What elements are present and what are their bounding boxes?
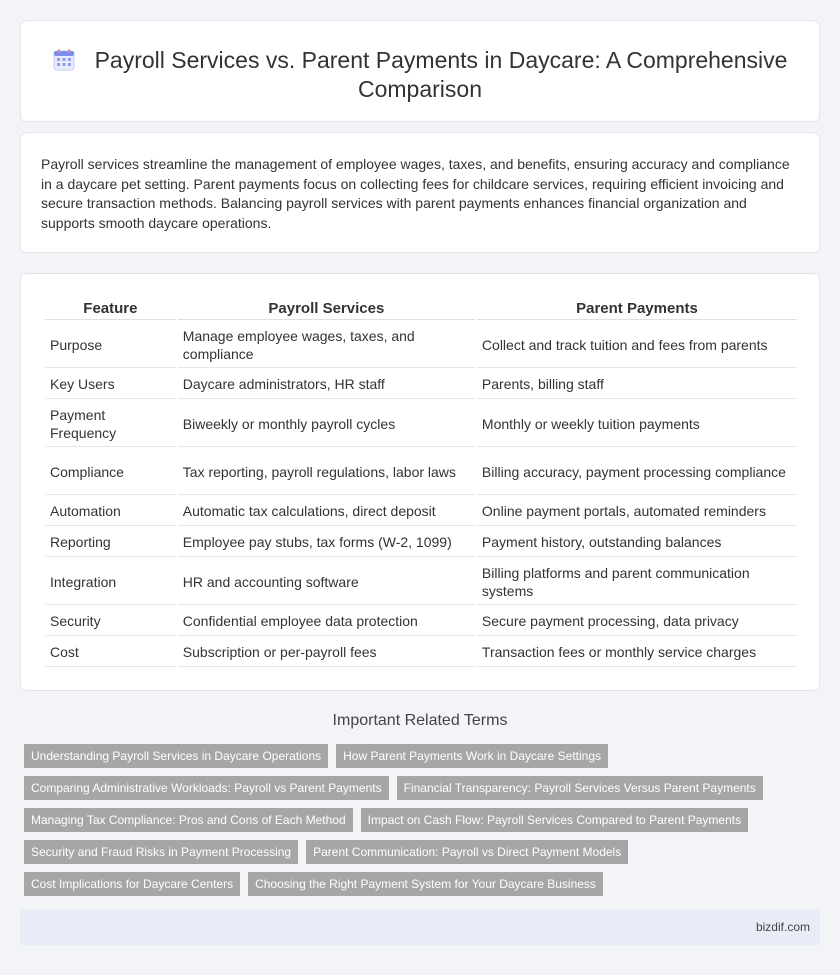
row-feature: Key Users: [45, 370, 176, 399]
footer-site-name: bizdif.com: [755, 920, 810, 934]
related-term-link[interactable]: Parent Communication: Payroll vs Direct Payment Models: [306, 840, 628, 864]
row-parent: Payment history, outstanding balances: [477, 528, 797, 557]
related-term-link[interactable]: Comparing Administrative Workloads: Payroll vs Parent Payments: [24, 776, 389, 800]
related-term-link[interactable]: Managing Tax Compliance: Pros and Cons of Each Method: [24, 808, 353, 832]
header-card: [20, 20, 820, 122]
comparison-card: [20, 273, 820, 691]
related-term-link[interactable]: Impact on Cash Flow: Payroll Services Compared to Parent Payments: [361, 808, 749, 832]
footer: [20, 910, 820, 945]
row-feature: Payment Frequency: [45, 401, 176, 447]
page-title: [21, 46, 819, 104]
row-payroll: Employee pay stubs, tax forms (W-2, 1099): [178, 528, 475, 557]
row-parent: Monthly or weekly tuition payments: [477, 401, 797, 447]
row-payroll: HR and accounting software: [178, 559, 475, 605]
row-feature: Security: [45, 607, 176, 636]
row-payroll: Confidential employee data protection: [178, 607, 475, 636]
row-feature: Cost: [45, 638, 176, 667]
table-row: [45, 401, 797, 447]
row-feature: Integration: [45, 559, 176, 605]
row-parent: Secure payment processing, data privacy: [477, 607, 797, 636]
related-term-link[interactable]: Understanding Payroll Services in Daycare Operations: [24, 744, 328, 768]
row-payroll: Automatic tax calculations, direct deposit: [178, 497, 475, 526]
related-terms-list: [24, 744, 784, 904]
table-row: [45, 370, 797, 399]
row-payroll: Biweekly or monthly payroll cycles: [178, 401, 475, 447]
table-header-row: [45, 297, 797, 320]
row-feature: Automation: [45, 497, 176, 526]
table-row: [45, 322, 797, 368]
row-parent: Parents, billing staff: [477, 370, 797, 399]
related-terms-title: Important Related Terms: [332, 712, 508, 729]
related-term-link[interactable]: Financial Transparency: Payroll Services Versus Parent Payments: [397, 776, 763, 800]
row-parent: Collect and track tuition and fees from parents: [477, 322, 797, 368]
column-header-feature: Feature: [45, 297, 176, 320]
row-payroll: Daycare administrators, HR staff: [178, 370, 475, 399]
row-parent: Transaction fees or monthly service charges: [477, 638, 797, 667]
table-row: [45, 497, 797, 526]
table-row: [45, 607, 797, 636]
table-row: [45, 638, 797, 667]
table-row: [45, 528, 797, 557]
related-term-link[interactable]: Security and Fraud Risks in Payment Processing: [24, 840, 298, 864]
related-term-link[interactable]: How Parent Payments Work in Daycare Settings: [336, 744, 608, 768]
table-row: [45, 559, 797, 605]
row-payroll: Subscription or per-payroll fees: [178, 638, 475, 667]
row-payroll: Manage employee wages, taxes, and compliance: [178, 322, 475, 368]
row-parent: Online payment portals, automated reminders: [477, 497, 797, 526]
column-header-payroll: Payroll Services: [178, 297, 475, 320]
row-payroll: Tax reporting, payroll regulations, labor laws: [178, 449, 475, 495]
row-feature: Purpose: [45, 322, 176, 368]
table-row: [45, 449, 797, 495]
calendar-icon: [53, 49, 75, 71]
column-header-parent: Parent Payments: [477, 297, 797, 320]
related-term-link[interactable]: Cost Implications for Daycare Centers: [24, 872, 240, 896]
related-term-link[interactable]: Choosing the Right Payment System for Your Daycare Business: [248, 872, 603, 896]
intro-paragraph: Payroll services streamline the management of employee wages, taxes, and benefits, ensuring accuracy and compliance in a daycare pet setting. Parent payments focus on collecting fees for childcare services, requiring efficient invoicing and secure transaction methods. Balancing payroll services with parent payments enhances financial organization and supports smooth daycare operations.: [41, 156, 790, 231]
page-title-text: Payroll Services vs. Parent Payments in Daycare: A Comprehensive Comparison: [94, 47, 788, 102]
row-feature: Compliance: [45, 449, 176, 495]
comparison-table: [43, 295, 799, 669]
row-parent: Billing accuracy, payment processing compliance: [477, 449, 797, 495]
row-parent: Billing platforms and parent communication systems: [477, 559, 797, 605]
row-feature: Reporting: [45, 528, 176, 557]
intro-card: [20, 132, 820, 253]
